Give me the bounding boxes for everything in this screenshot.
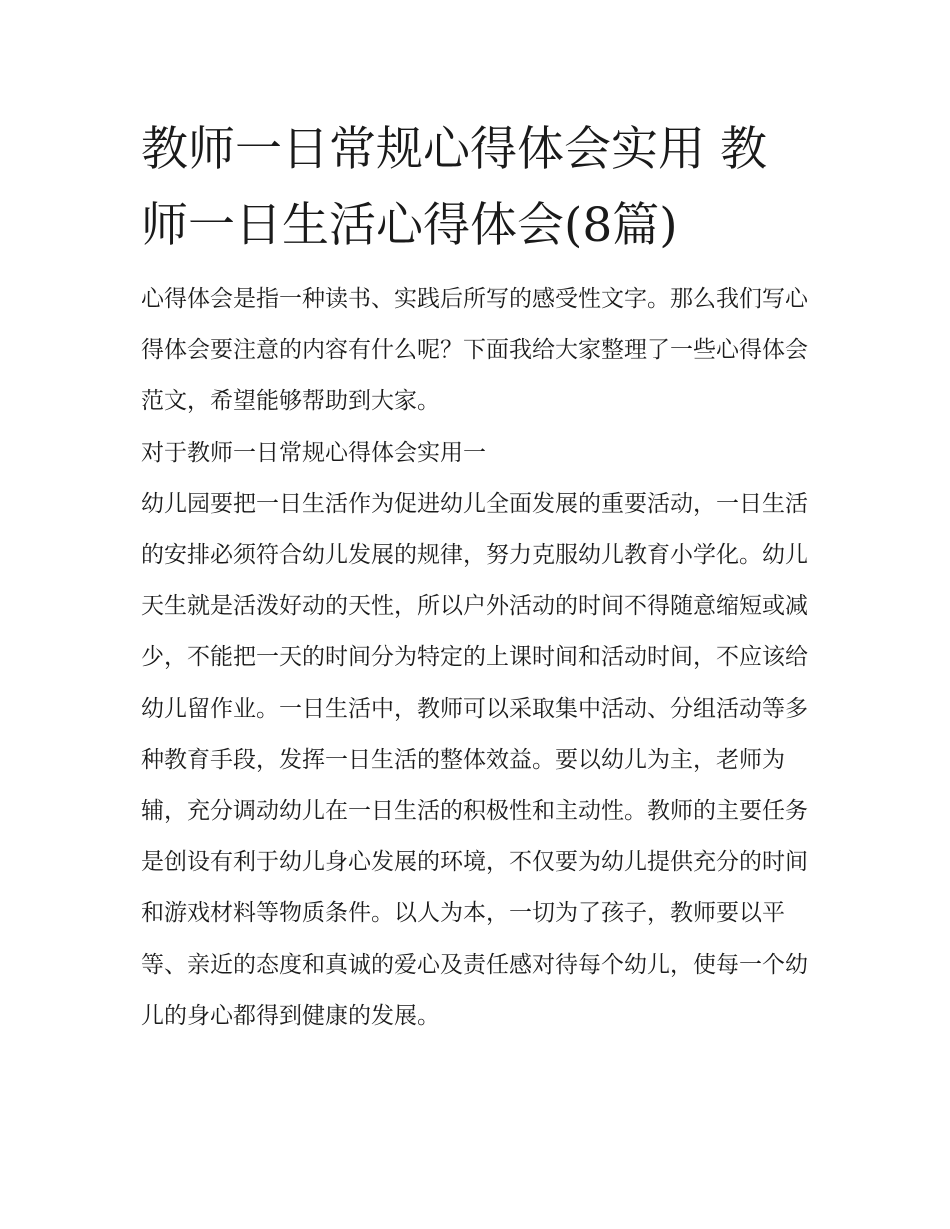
intro-paragraph: 心得体会是指一种读书、实践后所写的感受性文字。那么我们写心得体会要注意的内容有什么呢？下面我给大家整理了一些心得体会范文，希望能够帮助到大家。 [141,286,808,415]
document-page [141,112,811,1042]
section-heading: 对于教师一日常规心得体会实用一 [141,439,486,466]
body-paragraph: 幼儿园要把一日生活作为促进幼儿全面发展的重要活动，一日生活的安排必须符合幼儿发展的规律，努力克服幼儿教育小学化。幼儿天生就是活泼好动的天性，所以户外活动的时间不得随意缩短或减少，不能把一天的时间分为特定的上课时间和活动时间，不应该给幼儿留作业。一日生活中，教师可以采取集中活动、分组活动等多种教育手段，发挥一日生活的整体效益。要以幼儿为主，老师为辅，充分调动幼儿在一日生活的积极性和主动性。教师的主要任务是创设有利于幼儿身心发展的环境，不仅要为幼儿提供充分的时间和游戏材料等物质条件。以人为本，一切为了孩子，教师要以平等、亲近的态度和真诚的爱心及责任感对待每个幼儿，使每一个幼儿的身心都得到健康的发展。 [141,490,808,1029]
document-title: 教师一日常规心得体会实用 教师一日生活心得体会(8篇) [141,122,767,253]
